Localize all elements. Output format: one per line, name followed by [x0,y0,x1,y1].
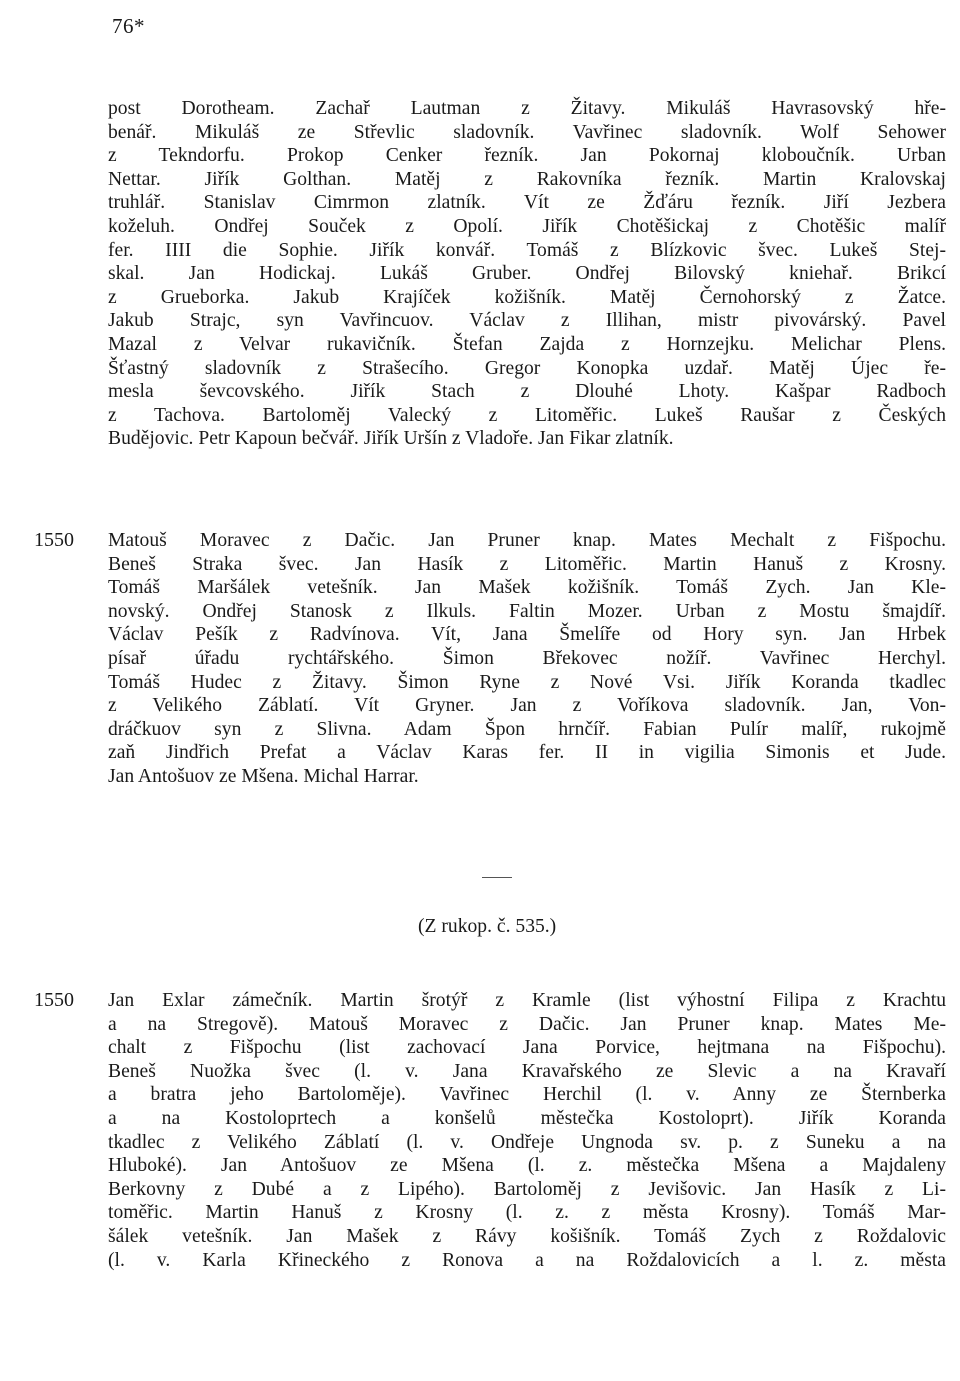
text-block-3 [108,989,946,1272]
text-line: skal. Jan Hodickaj. Lukáš Gruber. Ondřej Bilovský kniehař. Brikcí [108,263,946,285]
text-line: a bratra jeho Bartoloměje). Vavřinec Herchil (l. v. Anny ze Šternberka [108,1084,946,1106]
text-line: Hluboké). Jan Antošuov ze Mšena (l. z. městečka Mšena a Majdaleny [108,1155,946,1177]
text-line: šálek vetešník. Jan Mašek z Rávy košišník. Tomáš Zych z Roždalovic [108,1225,946,1247]
text-line: Šťastný sladovník z Strašecího. Gregor Konopka uzdař. Matěj Újec ře- [108,357,946,379]
text-line: mesla ševcovského. Jiřík Stach z Dlouhé Lhoty. Kašpar Radboch [108,381,946,403]
text-line: truhlář. Stanislav Cimrmon zlatník. Vít ze Žďáru řezník. Jiří Jezbera [108,192,946,214]
text-line: toměřic. Martin Hanuš z Krosny (l. z. z města Krosny). Tomáš Mar- [108,1202,946,1224]
text-line: tkadlec z Velikého Záblatí (l. v. Ondřeje Ungnoda sv. p. z Suneku a na [108,1131,946,1153]
text-line: písař úřadu rychtářského. Šimon Břekovec nožíř. Vavřinec Herchyl. [108,647,946,669]
text-line: Nettar. Jiřík Golthan. Matěj z Rakovníka řezník. Martin Kralovskaj [108,168,946,190]
text-line: Mazal z Velvar rukavičník. Štefan Zajda z Hornzejku. Melichar Plens. [108,333,946,355]
text-line: Beneš Straka švec. Jan Hasík z Litoměřic. Martin Hanuš z Krosny. [108,553,946,575]
text-line: zaň Jindřich Prefat a Václav Karas fer. II in vigilia Simonis et Jude. [108,742,946,764]
text-line: chalt z Fišpochu (list zachovací Jana Porvice, hejtmana na Fišpochu). [108,1037,946,1059]
text-line: z Grueborka. Jakub Krajíček kožišník. Matěj Černohorský z Žatce. [108,286,946,308]
text-line: Matouš Moravec z Dačic. Jan Pruner knap. Mates Mechalt z Fišpochu. [108,530,946,551]
year-label: 1550 [34,989,74,1011]
year-label: 1550 [34,529,74,551]
text-line: Jakub Strajc, syn Vavřincuov. Václav z Illihan, mistr pivovárský. Pavel [108,310,946,332]
text-line: z Tachova. Bartoloměj Valecký z Litoměřic. Lukeš Raušar z Českých [108,404,946,426]
text-block-2 [108,529,946,789]
text-line: (l. v. Karla Křineckého z Ronova a na Roždalovicích a l. z. města [108,1249,946,1271]
text-line: novský. Ondřej Stanosk z Ilkuls. Faltin Mozer. Urban z Mostu šmajdíř. [108,600,946,622]
text-line: benář. Mikuláš ze Střevlic sladovník. Vavřinec sladovník. Wolf Sehower [108,121,946,143]
text-line: post Dorotheam. Zachař Lautman z Žitavy. Mikuláš Havrasovský hře- [108,98,946,119]
text-line: Tomáš Maršálek vetešník. Jan Mašek kožišník. Tomáš Zych. Jan Kle- [108,577,946,599]
text-line: z Tekndorfu. Prokop Cenker řezník. Jan Pokornaj kloboučník. Urban [108,145,946,167]
text-line: Beneš Nuožka švec (l. v. Jana Kravařského ze Slevic a na Kravaří [108,1060,946,1082]
text-line: Jan Exlar zámečník. Martin šrotýř z Kramle (list výhostní Filipa z Krachtu [108,990,946,1011]
text-line: koželuh. Ondřej Souček z Opolí. Jiřík Chotěšickaj z Chotěšic malíř [108,215,946,237]
text-line: Berkovny z Dubé a z Lipého). Bartoloměj z Jevišovic. Jan Hasík z Li- [108,1178,946,1200]
text-line: Václav Pešík z Radvínova. Vít, Jana Šmelíře od Hory syn. Jan Hrbek [108,624,946,646]
text-line: dráčkuov syn z Slivna. Adam Špon hrnčíř. Fabian Pulír malíř, rukojmě [108,718,946,740]
section-divider [482,877,512,878]
text-line: a na Kostoloprtech a konšelů městečka Kostoloprt). Jiřík Koranda [108,1107,946,1129]
text-line: Tomáš Hudec z Žitavy. Šimon Ryne z Nové Vsi. Jiřík Koranda tkadlec [108,671,946,693]
source-note: (Z rukop. č. 535.) [418,916,557,937]
page-number: 76* [112,14,145,38]
text-line: Jan Antošuov ze Mšena. Michal Harrar. [108,765,419,787]
text-line: z Velikého Záblatí. Vít Gryner. Jan z Voříkova sladovník. Jan, Von- [108,695,946,717]
text-block-1 [108,97,946,451]
text-line: a na Stregově). Matouš Moravec z Dačic. Jan Pruner knap. Mates Me- [108,1013,946,1035]
text-line: Budějovic. Petr Kapoun bečvář. Jiřík Uršín z Vladoře. Jan Fikar zlatník. [108,428,674,450]
text-line: fer. IIII die Sophie. Jiřík konvář. Tomáš z Blízkovic švec. Lukeš Stej- [108,239,946,261]
